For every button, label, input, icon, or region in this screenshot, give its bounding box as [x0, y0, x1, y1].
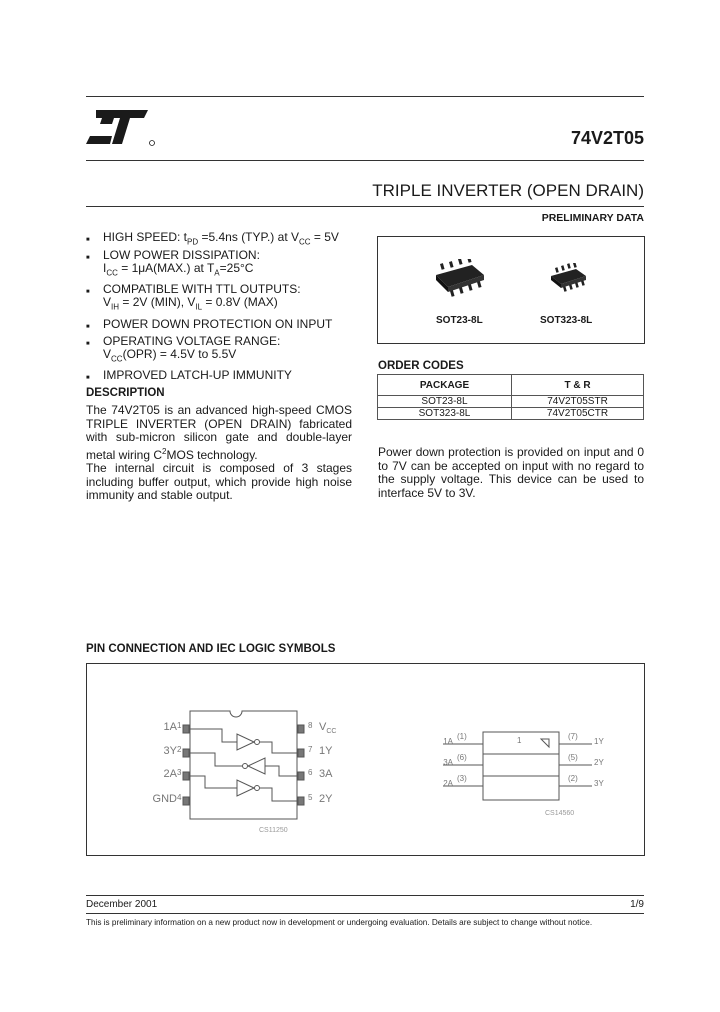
- top-rule: [86, 96, 644, 97]
- description-heading: DESCRIPTION: [86, 387, 165, 399]
- feature-item: ■ COMPATIBLE WITH TTL OUTPUTS: $V_{IH} = 2V$ (MIN), $V_{IL} = 0.8V$ (MAX): [86, 282, 301, 312]
- bullet-icon: ■: [86, 340, 90, 347]
- column-header: PACKAGE: [378, 375, 512, 396]
- sot23-package-icon: [430, 259, 490, 299]
- pin-label-right: 3A: [319, 768, 333, 780]
- package-label-sot323: SOT323-8L: [540, 315, 593, 326]
- bullet-icon: ■: [86, 255, 90, 261]
- footer-rule: [86, 895, 644, 896]
- iec-output-label: 3Y: [594, 779, 604, 788]
- pin-label-left: 1A: [163, 721, 177, 733]
- iec-output-label: 2Y: [594, 758, 604, 767]
- iec-input-label: 3A: [443, 758, 453, 767]
- pin-number-right: 6: [308, 768, 313, 777]
- pin-section-heading: PIN CONNECTION AND IEC LOGIC SYMBOLS: [86, 643, 336, 655]
- iec-input-number: (3): [457, 774, 467, 783]
- pin-label-right: 2Y: [319, 793, 333, 805]
- pin-label-left: GND: [152, 793, 177, 805]
- pin-diagram-code: CS11250: [259, 827, 288, 834]
- pin-label-right: $V_{CC}$: [319, 721, 337, 736]
- pin-label-left: 3Y: [163, 745, 177, 757]
- description-text: The 74V2T05 is an advanced high-speed CMOS TRIPLE INVERTER (OPEN DRAIN) fabricated with sub-micron silicon gate and double-layer metal wiring $C^2MOS$ technology. The internal circuit is composed of 3 stages including buffer output, which provide high noise immunity and stable output.: [86, 403, 352, 502]
- order-codes-heading: ORDER CODES: [378, 360, 464, 372]
- column-header: T & R: [512, 375, 644, 396]
- footer-rule-2: [86, 913, 644, 914]
- st-logo: [86, 106, 158, 148]
- iec-output-label: 1Y: [594, 737, 604, 746]
- order-codes-table: [377, 374, 644, 420]
- power-down-text: Power down protection is provided on input and 0 to 7V can be accepted on input with no regard to the supply voltage. This device can be used to interface 5V to 3V.: [378, 445, 644, 500]
- footer-note: This is preliminary information on a new product now in development or undergoing evaluation. Details are subject to change without notice.: [86, 918, 593, 927]
- pin-number-left: 1: [177, 721, 182, 730]
- pin-number-right: 5: [308, 793, 313, 802]
- sot323-package-icon: [546, 263, 592, 295]
- page-number: 1/9: [630, 899, 644, 910]
- table-cell: SOT23-8L: [378, 396, 512, 408]
- iec-input-number: (6): [457, 753, 467, 762]
- table-cell: SOT323-8L: [378, 408, 512, 420]
- table-cell: 74V2T05STR: [512, 396, 644, 408]
- feature-item: ■ LOW POWER DISSIPATION: $I_{CC} = 1\mu A(MAX.)$ at $T_A=25^\circ C$: [86, 248, 260, 278]
- table-row: [378, 396, 644, 408]
- iec-input-label: 1A: [443, 737, 453, 746]
- pin-diagram: [87, 664, 644, 855]
- iec-output-number: (2): [568, 774, 578, 783]
- feature-item: ■ IMPROVED LATCH-UP IMMUNITY: [86, 369, 366, 382]
- table-cell: 74V2T05CTR: [512, 408, 644, 420]
- iec-function-symbol: 1: [517, 736, 522, 745]
- page-title: TRIPLE INVERTER (OPEN DRAIN): [372, 181, 644, 200]
- bullet-icon: ■: [86, 323, 90, 330]
- package-box: [377, 236, 645, 344]
- footer-date: December 2001: [86, 899, 158, 910]
- feature-list: [86, 231, 366, 382]
- pin-number-right: 8: [308, 721, 313, 730]
- preliminary-label: PRELIMINARY DATA: [541, 212, 644, 224]
- pin-number-left: 4: [177, 793, 182, 802]
- feature-item: ■ OPERATING VOLTAGE RANGE: $V_{CC}(OPR) = 4.5V$ to 5.5V: [86, 333, 281, 364]
- bullet-icon: ■: [86, 289, 90, 296]
- pin-number-right: 7: [308, 745, 313, 754]
- package-label-sot23: SOT23-8L: [436, 315, 483, 326]
- iec-output-number: (5): [568, 753, 578, 762]
- pin-label-left: 2A: [163, 768, 177, 780]
- iec-input-number: (1): [457, 732, 467, 741]
- bullet-icon: ■: [86, 375, 90, 382]
- part-number: 74V2T05: [570, 128, 644, 148]
- iec-output-number: (7): [568, 732, 578, 741]
- pin-diagram-box: [86, 663, 645, 856]
- feature-item: ■ HIGH SPEED: $t_{PD} =5.4ns$ (TYP.) at $V_{CC} = 5V$: [86, 230, 339, 247]
- iec-input-label: 2A: [443, 779, 453, 788]
- table-header-row: [378, 375, 644, 396]
- feature-item: ■ POWER DOWN PROTECTION ON INPUT: [86, 318, 366, 331]
- iec-diagram-code: CS14560: [545, 810, 575, 817]
- title-rule: [86, 206, 644, 207]
- header-rule: [86, 160, 644, 161]
- bullet-icon: ■: [86, 237, 90, 243]
- pin-number-left: 2: [177, 745, 182, 754]
- pin-label-right: 1Y: [319, 745, 333, 757]
- table-row: [378, 408, 644, 420]
- pin-number-left: 3: [177, 768, 182, 777]
